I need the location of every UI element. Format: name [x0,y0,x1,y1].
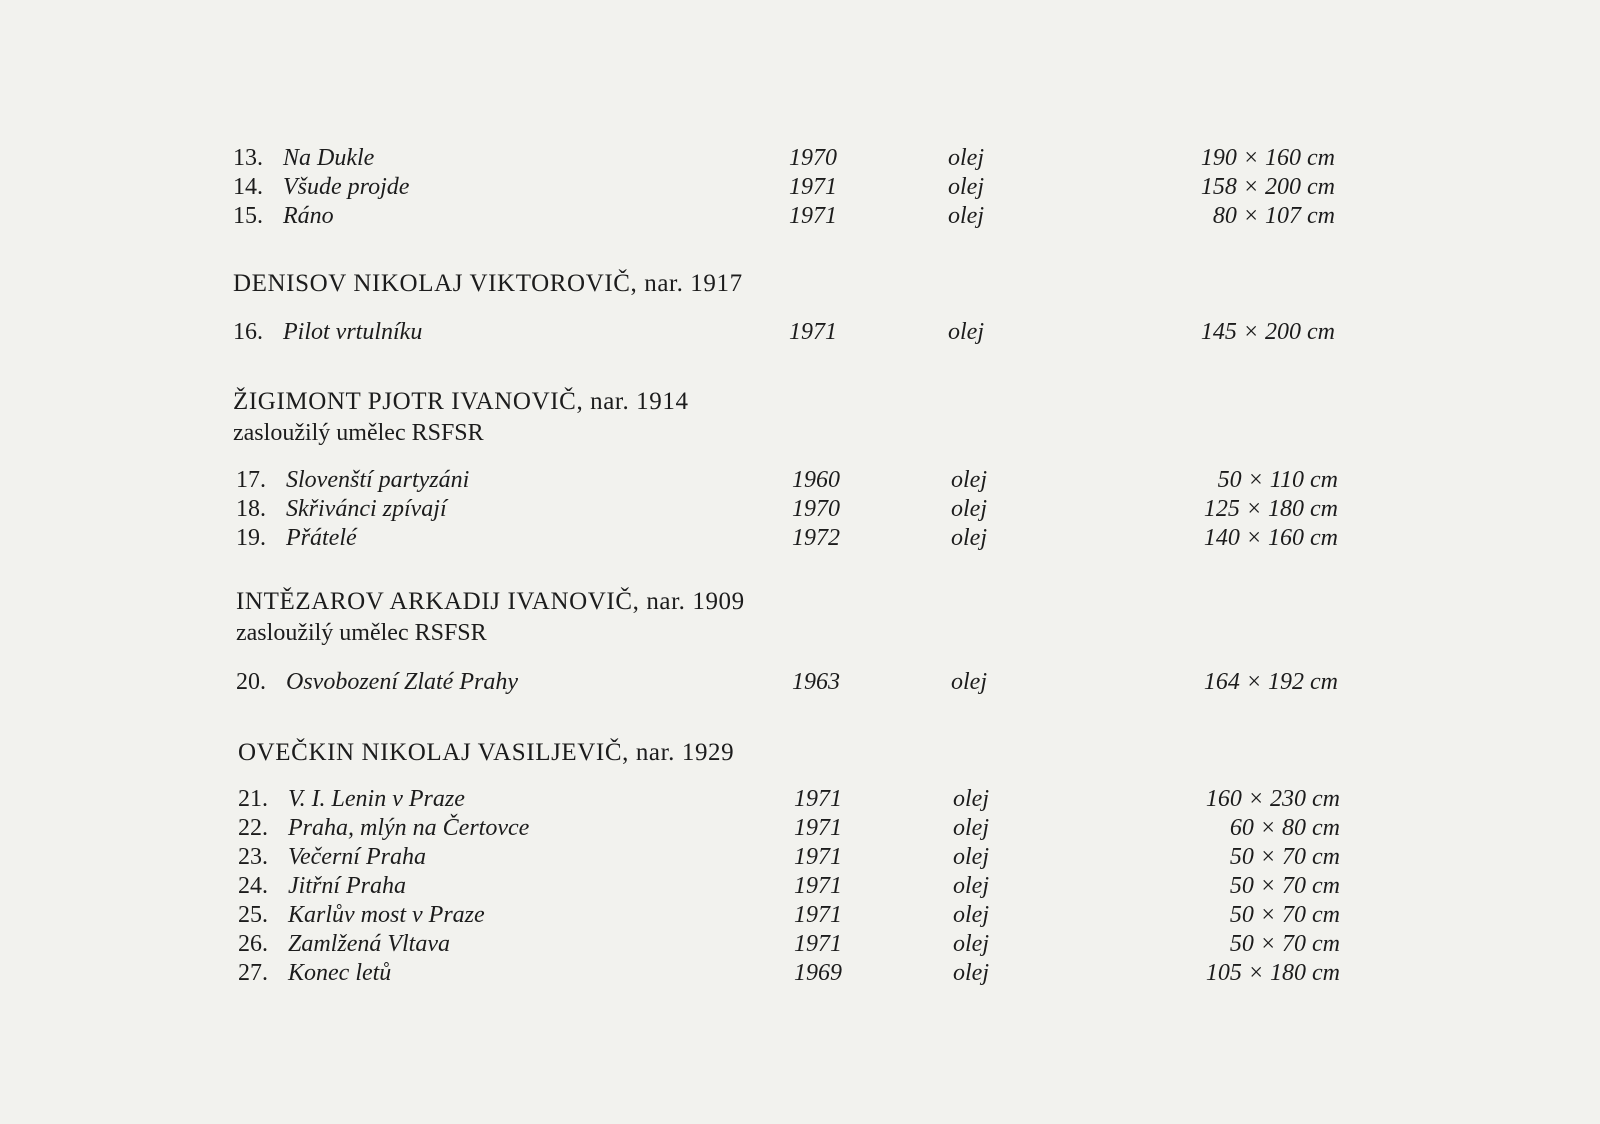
artist-heading: ŽIGIMONT PJOTR IVANOVIČ, nar. 1914 [233,388,689,415]
entry-year: 1970 [789,145,837,171]
entry-year: 1963 [792,669,840,695]
entry-number: 25. [238,902,268,928]
entry-title: Jitřní Praha [288,873,406,899]
entry-year: 1960 [792,467,840,493]
entry-medium: olej [948,203,984,229]
entry-year: 1971 [794,902,842,928]
entry-title: Konec letů [288,960,392,986]
entry-year: 1971 [794,786,842,812]
artist-honorific: zasloužilý umělec RSFSR [233,420,484,446]
entry-medium: olej [948,319,984,345]
entry-size: 80 × 107 cm [1212,203,1335,229]
entry-title: V. I. Lenin v Praze [288,786,465,812]
entry-size: 105 × 180 cm [1205,960,1340,986]
entry-size: 60 × 80 cm [1229,815,1340,841]
entry-title: Praha, mlýn na Čertovce [288,815,530,841]
entry-year: 1969 [794,960,842,986]
entry-year: 1971 [789,319,837,345]
entry-size: 160 × 230 cm [1205,786,1340,812]
entry-medium: olej [953,844,989,870]
entry-year: 1972 [792,525,840,551]
entry-year: 1971 [789,203,837,229]
entry-medium: olej [951,467,987,493]
entry-number: 18. [236,496,266,522]
entry-number: 13. [233,145,263,171]
entry-medium: olej [948,145,984,171]
entry-year: 1971 [794,931,842,957]
entry-title: Všude projde [283,174,410,200]
artist-honorific: zasloužilý umělec RSFSR [236,620,487,646]
entry-title: Večerní Praha [288,844,426,870]
entry-year: 1971 [789,174,837,200]
entry-size: 164 × 192 cm [1203,669,1338,695]
entry-number: 27. [238,960,268,986]
entry-medium: olej [951,496,987,522]
entry-year: 1971 [794,815,842,841]
entry-title: Ráno [283,203,334,229]
entry-size: 125 × 180 cm [1203,496,1338,522]
entry-medium: olej [953,873,989,899]
entry-title: Osvobození Zlaté Prahy [286,669,518,695]
entry-size: 50 × 110 cm [1217,467,1338,493]
entry-medium: olej [953,960,989,986]
entry-medium: olej [951,669,987,695]
entry-year: 1971 [794,844,842,870]
entry-number: 24. [238,873,268,899]
artist-heading: OVEČKIN NIKOLAJ VASILJEVIČ, nar. 1929 [238,739,735,766]
entry-number: 23. [238,844,268,870]
entry-number: 17. [236,467,266,493]
entry-number: 21. [238,786,268,812]
entry-title: Přátelé [286,525,357,551]
entry-number: 15. [233,203,263,229]
entry-number: 26. [238,931,268,957]
entry-size: 50 × 70 cm [1229,931,1340,957]
entry-number: 14. [233,174,263,200]
entry-number: 19. [236,525,266,551]
entry-size: 140 × 160 cm [1203,525,1338,551]
entry-medium: olej [948,174,984,200]
entry-medium: olej [953,815,989,841]
artist-heading: DENISOV NIKOLAJ VIKTOROVIČ, nar. 1917 [233,270,743,297]
entry-number: 22. [238,815,268,841]
entry-number: 16. [233,319,263,345]
entry-medium: olej [953,902,989,928]
entry-medium: olej [951,525,987,551]
entry-year: 1971 [794,873,842,899]
entry-title: Zamlžená Vltava [288,931,450,957]
artist-heading: INTĚZAROV ARKADIJ IVANOVIČ, nar. 1909 [236,588,745,615]
entry-title: Skřivánci zpívají [286,496,447,522]
entry-year: 1970 [792,496,840,522]
entry-title: Na Dukle [283,145,375,171]
entry-size: 158 × 200 cm [1200,174,1335,200]
entry-size: 50 × 70 cm [1229,902,1340,928]
entry-medium: olej [953,786,989,812]
entry-size: 145 × 200 cm [1200,319,1335,345]
entry-number: 20. [236,669,266,695]
entry-size: 50 × 70 cm [1229,873,1340,899]
entry-size: 50 × 70 cm [1229,844,1340,870]
entry-title: Slovenští partyzáni [286,467,470,493]
entry-title: Pilot vrtulníku [283,319,423,345]
entry-size: 190 × 160 cm [1200,145,1335,171]
entry-title: Karlův most v Praze [288,902,485,928]
entry-medium: olej [953,931,989,957]
